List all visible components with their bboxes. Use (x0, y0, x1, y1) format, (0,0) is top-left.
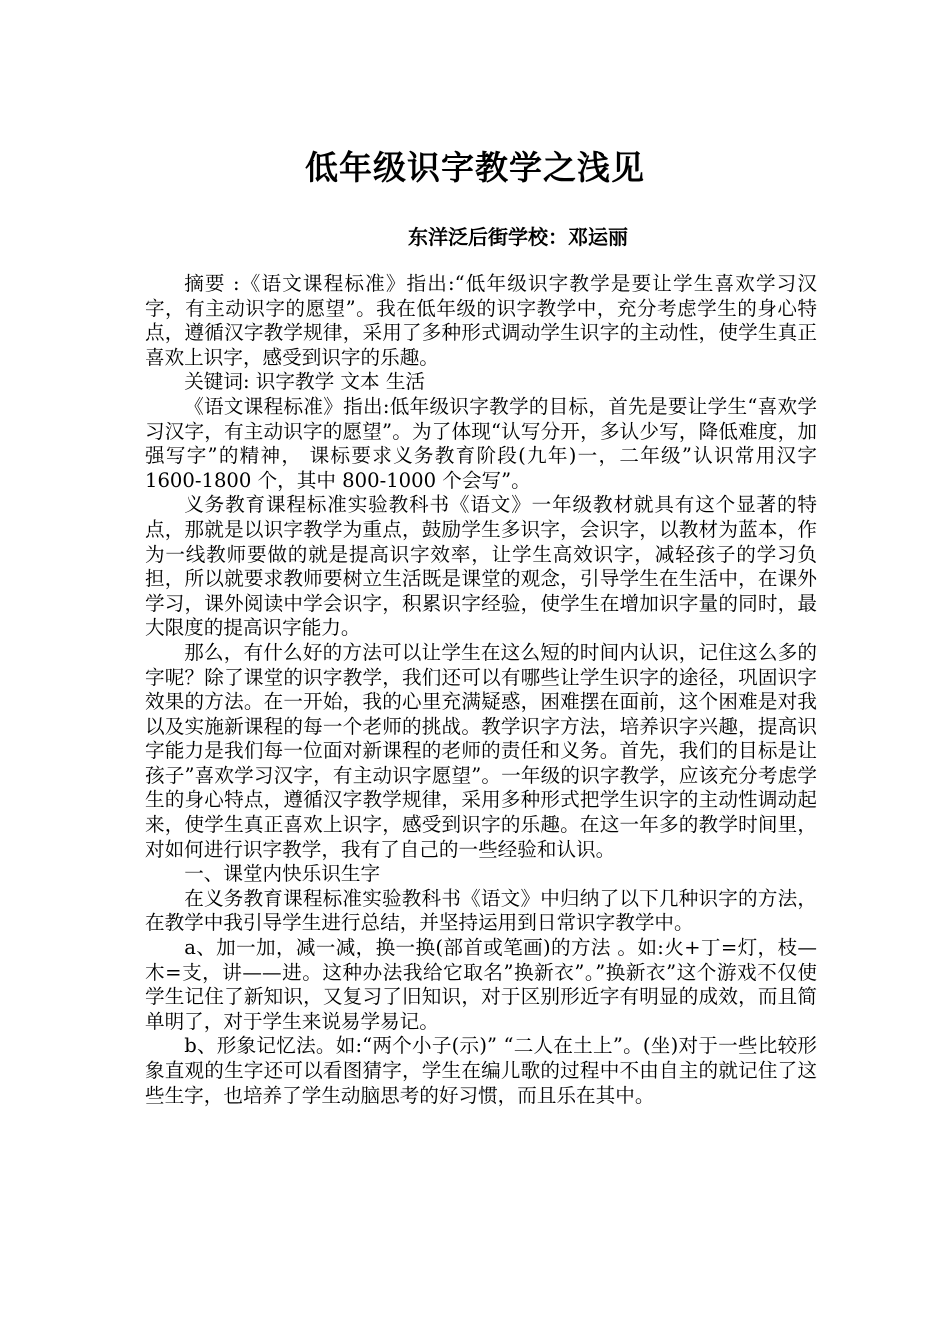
section-heading: 一、课堂内快乐识生字 (184, 862, 381, 886)
document-body (145, 272, 817, 1108)
method-item-a: a、加一加，减一减，换一换(部首或笔画)的方法 。如:火+丁=灯，枝—木=支，讲——进。这种办法我给它取名”换新衣”。”换新衣”这个游戏不仅使学生记住了新知识，又复习了旧知识，对于区别形近字有明显的成效，而且简单明了，对于学生来说易学易记。 (145, 936, 817, 1033)
body-paragraph: 义务教育课程标准实验教科书《语文》一年级教材就具有这个显著的特点，那就是以识字教学为重点，鼓励学生多识字，会识字，以教材为蓝本，作为一线教师要做的就是提高识字效率，让学生高效识字，减轻孩子的学习负担，所以就要求教师要树立生活既是课堂的观念，引导学生在生活中，在课外学习，课外阅读中学会识字，积累识字经验，使学生在增加识字量的同时，最大限度的提高识字能力。 (145, 493, 817, 640)
method-item-b: b、形象记忆法。如:“两个小子(示)” “二人在土上”。(坐)对于一些比较形象直观的生字还可以看图猜字，学生在编儿歌的过程中不由自主的就记住了这些生字，也培养了学生动脑思考的好习惯，而且乐在其中。 (145, 1034, 817, 1107)
body-paragraph: 那么，有什么好的方法可以让学生在这么短的时间内认识，记住这么多的字呢？除了课堂的识字教学，我们还可以有哪些让学生识字的途径，巩固识字效果的方法。在一开始，我的心里充满疑惑，困难摆在面前，这个困难是对我以及实施新课程的每一个老师的挑战。教学识字方法，培养识字兴趣，提高识字能力是我们每一位面对新课程的老师的责任和义务。首先，我们的目标是让孩子”喜欢学习汉字，有主动识字愿望”。一年级的识字教学，应该充分考虑学生的身心特点，遵循汉字教学规律，采用多种形式把学生识字的主动性调动起来，使学生真正喜欢上识字，感受到识字的乐趣。在这一年多的教学时间里，对如何进行识字教学，我有了自己的一些经验和认识。 (145, 640, 817, 861)
author-line: 东洋泛后街学校：邓运丽 (408, 225, 628, 249)
keywords-paragraph: 关键词: 识字教学 文本 生活 (184, 370, 426, 394)
abstract-paragraph: 摘要 :《语文课程标准》指出:“低年级识字教学是要让学生喜欢学习汉字，有主动识字的愿望”。我在低年级的识字教学中，充分考虑学生的身心特点，遵循汉字教学规律，采用了多种形式调动学生识字的主动性，使学生真正喜欢上识字，感受到识字的乐趣。 (145, 272, 817, 369)
body-paragraph: 在义务教育课程标准实验教科书《语文》中归纳了以下几种识字的方法，在教学中我引导学生进行总结，并坚持运用到日常识字教学中。 (145, 886, 817, 935)
document-title: 低年级识字教学之浅见 (305, 148, 645, 187)
body-paragraph: 《语文课程标准》指出:低年级识字教学的目标，首先是要让学生“喜欢学习汉字，有主动识字的愿望”。为了体现“认写分开，多认少写，降低难度，加强写字”的精神， 课标要求义务教育阶段(九年)一，二年级”认识常用汉字 1600-1800 个，其中 800-1000 个会写”。 (145, 394, 817, 492)
